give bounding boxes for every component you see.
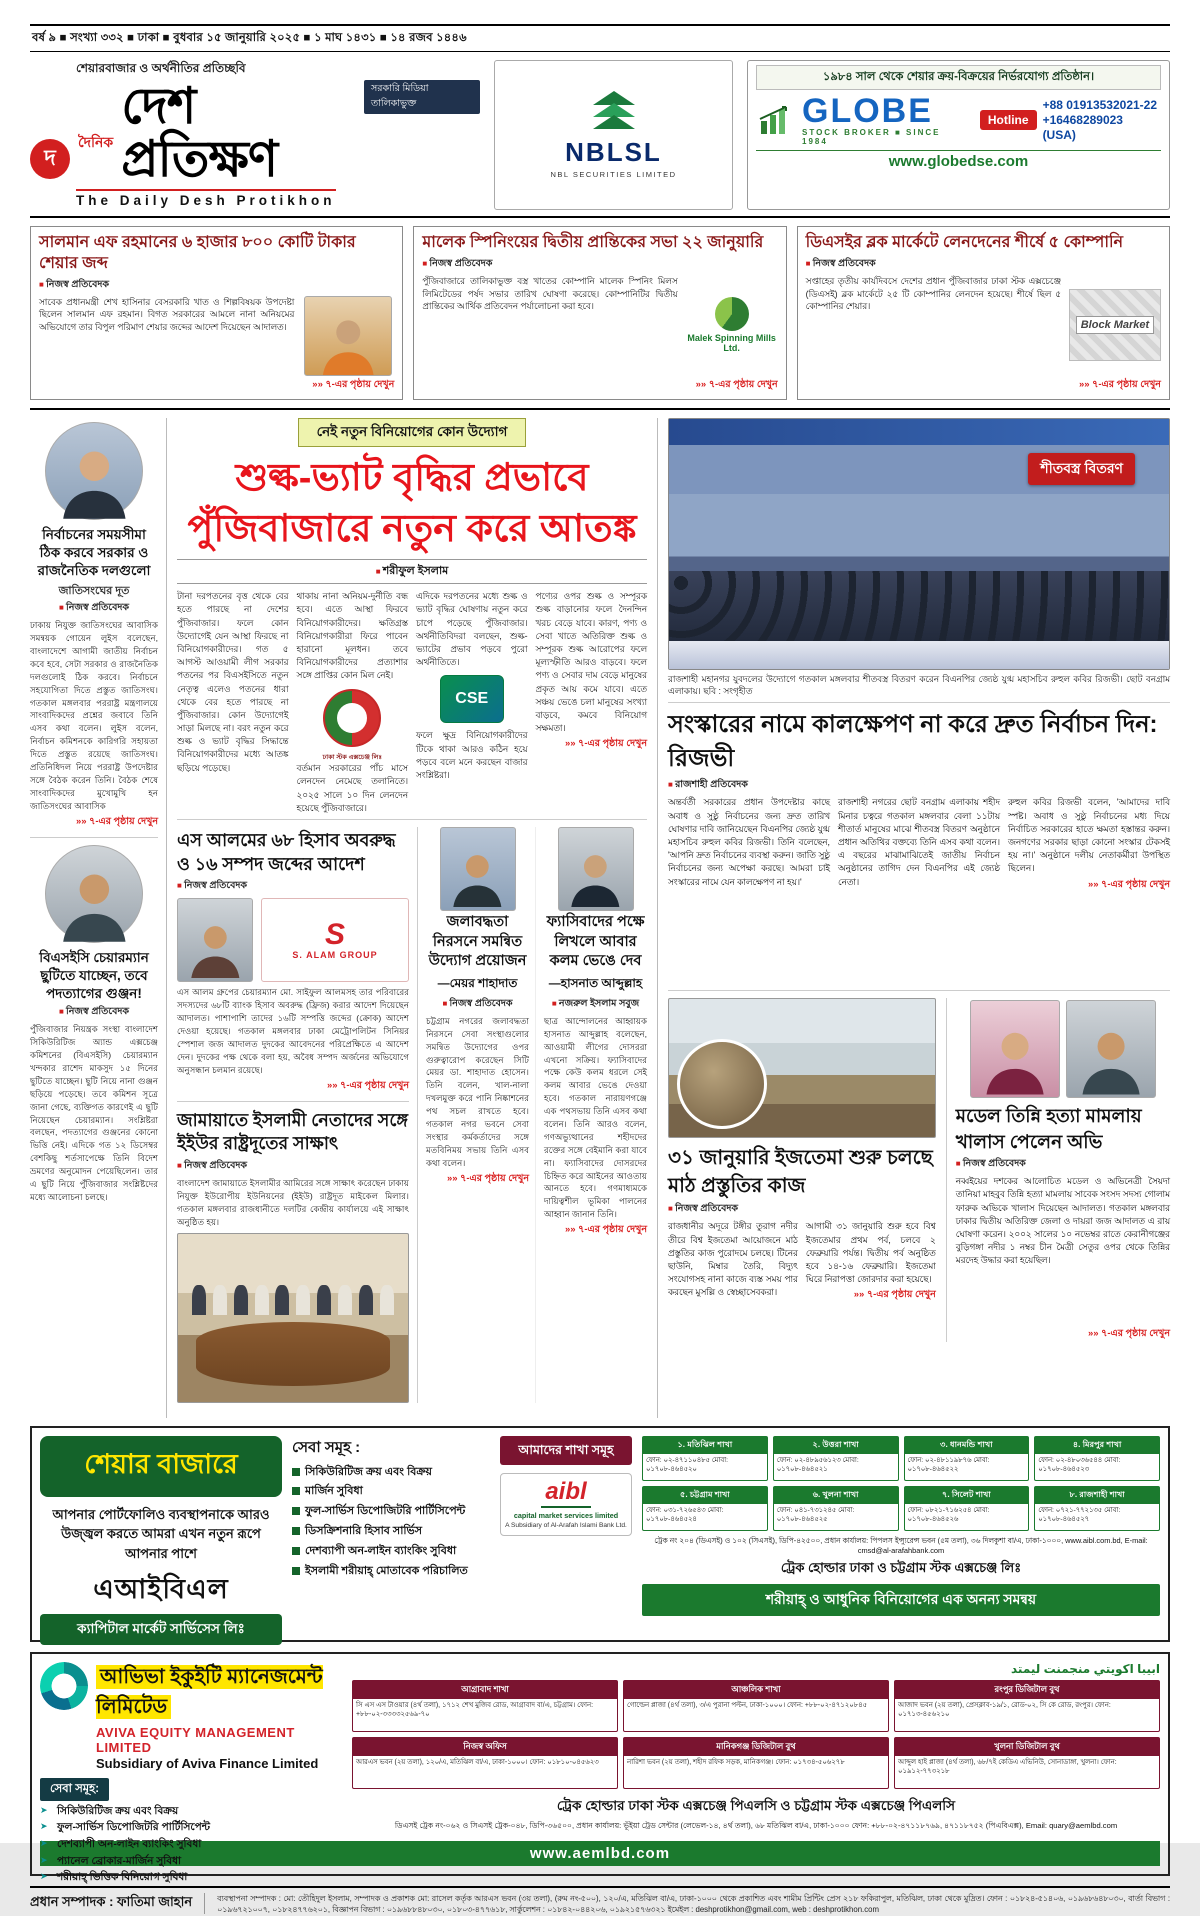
rizvi-byline: ■ রাজশাহী প্রতিবেদক xyxy=(668,778,1170,793)
person-icon xyxy=(313,311,384,375)
globe-ad-headline: ১৯৮৪ সাল থেকে শেয়ার ক্রয়-বিক্রয়ের নির্ভরযোগ্য প্রতিষ্ঠান। xyxy=(756,65,1161,90)
lead-body-col3-text2: ফলে ক্ষুদ্র বিনিয়োগকারীদের টিকে থাকা আরও কঠিন হয়ে পড়বে বলে মনে করছেন বাজার সংশ্লিষ্টরা। xyxy=(416,730,528,780)
ijtema-byline: ■ নিজস্ব প্রতিবেদক xyxy=(668,1202,936,1217)
eu-jamaat-meeting-photo xyxy=(177,1233,409,1403)
aibl-ad-tagline: আপনার পোর্টফোলিও ব্যবস্থাপনাকে আরও উজ্জ্বল করতে আমরা এখন নতুন রূপে আপনার পাশে xyxy=(52,1506,270,1561)
branch-phone: ফোন: ০২-৪৮১১৯৮৭৬ মোবা: ০১৭০৮-৪৬৪৫২২ xyxy=(907,1456,990,1473)
tinni-article xyxy=(946,998,1170,1342)
masthead-tagline: শেয়ারবাজার ও অর্থনীতির প্রতিচ্ছবি xyxy=(76,61,246,75)
aibl-service-item: ফুল-সার্ভিস ডিপোজিটরি পার্টিসিপেন্ট xyxy=(292,1504,490,1519)
bsec-chairman-portrait-photo xyxy=(45,845,143,943)
lead-body-col1: টানা দরপতনের বৃত্ত থেকে বের হতে পারছে না দেশের পুঁজিবাজার। ফলে কোন উদ্যোগেই যেন আস্থা ফিরছে না বিনিয়োগকারীদের। গত ৫ আগস্ট আওয়ামী লীগ সরকার পতনের পর বিএসইসিতে নতুন নেতৃত্ব এলেও পতনের ধারা থেকে বের হতে পারছে না পুঁজিবাজার। কোন উদ্যোগেই সাড়া মিলছে না। বরং নতুন করে শুল্ক ও ভ্যাট বৃদ্ধির সিদ্ধান্তে বিনিয়োগকারীদের মধ্যে আতঙ্ক ছড়িয়ে পড়েছে। xyxy=(177,591,289,773)
brief-malek-spinning xyxy=(413,226,786,400)
branch-phone: ফোন: ০৩১-৭২৬৫৪৩ মোবা: ০১৭০৮-৪৬৪৫২৪ xyxy=(646,1506,724,1523)
aibl-branch-box xyxy=(904,1436,1030,1481)
branch-name: ৭. সিলেট শাখা xyxy=(905,1487,1029,1504)
jolabodhdhota-column xyxy=(426,827,536,1403)
turag-river-photo xyxy=(668,998,936,1138)
aibl-logo-mark: aibl xyxy=(541,1480,590,1508)
brief-dse-block-market xyxy=(797,226,1170,400)
dse-logo-label: ঢাকা স্টক এক্সচেঞ্জ লিঃ xyxy=(322,753,382,761)
jamaat-article-title: জামায়াতে ইসলামী নেতাদের সঙ্গে ইইউর রাষ্ট্রদূতের সাক্ষাৎ xyxy=(177,1109,408,1154)
branch-name: ৫. চট্টগ্রাম শাখা xyxy=(643,1487,767,1504)
jolabodhdhota-title: জলাবদ্ধতা নিরসনে সমন্বিত উদ্যোগ প্রয়োজন xyxy=(428,914,527,970)
aviva-subsidiary-line: Subsidiary of Aviva Finance Limited xyxy=(96,1755,319,1771)
fascibad-attribution: —হাসনাত আব্দুল্লাহ xyxy=(548,975,643,990)
person-icon xyxy=(447,843,508,910)
jamaat-body: বাংলাদেশ জামায়াতে ইসলামীর আমিরের সঙ্গে সাক্ষাৎ করেছেন ঢাকায় নিযুক্ত ইউরোপীয় ইউনিয়নের (ইইউ) রাষ্ট্রদূত মাইকেল মিলার। গতকাল মঙ্গলবার রাজধানীতে দলটির কেন্দ্রীয় কার্যালয়ে এই সাক্ষাৎ অনুষ্ঠিত হয়। xyxy=(177,1177,409,1227)
brief-title: সালমান এফ রহমানের ৬ হাজার ৮০০ কোটি টাকার শেয়ার জব্দ xyxy=(39,234,356,272)
aviva-contact-line: ডিএসই ট্রেক নং-০৬২ ও সিএসই ট্রেক-০৪৮, ডিপি-৩৬৫০০, প্রধান কার্যালয়: ভূঁইয়া ট্রেড সেন্টার (লেভেল-১৪, ৪র্থ তলা), ৬৮ মতিঝিল বা/এ, ঢাকা-১০০০ ফোন: +৮৮-০২-৪৭১১৮৭৬৯, ৪৭১১৮৭৫২ (পিএবিএক্স), Email: quary@aemlbd.com xyxy=(394,1820,1118,1830)
brief-byline: ■ নিজস্ব প্রতিবেদক xyxy=(422,257,777,272)
aviva-office-box xyxy=(352,1680,618,1732)
person-icon xyxy=(565,843,626,910)
office-name: মানিকগঞ্জ ডিজিটাল বুথ xyxy=(624,1738,888,1756)
lead-body-col2-text2: বর্তমান সরকারের পাঁচ মাসে লেনদেন নেমেছে তলানিতে। ২০২৫ সালে ১০ দিন লেনদেন হয়েছে পুঁজিবাজারে। xyxy=(296,763,408,813)
aibl-ad-title: শেয়ার বাজারে xyxy=(40,1436,282,1497)
aibl-left-panel xyxy=(40,1436,282,1646)
left-article-1-byline: ■ নিজস্ব প্রতিবেদক xyxy=(30,601,158,616)
office-name: রংপুর ডিজিটাল বুথ xyxy=(895,1681,1159,1699)
event-photo-caption: রাজশাহী মহানগর যুবদলের উদ্যোগে গতকাল মঙ্গলবার শীতবস্ত্র বিতরণ করেন বিএনপির জ্যেষ্ঠ যুগ্ম মহাসচিব রুহুল কবির রিজভী। ছোট বনগ্রাম এলাকায়। ছবি : সংগৃহীত xyxy=(668,670,1170,704)
jolabodhdhota-body: চট্টগ্রাম নগরের জলাবদ্ধতা নিরসনে সেবা সংস্থাগুলোর সমন্বিত উদ্যোগের ওপর গুরুত্বারোপ করেছেন সিটি মেয়র ডা. শাহাদাত হোসেন। তিনি বলেন, খাল-নালা দখলমুক্ত করে পানি নিষ্কাশনের পথ সচল রাখতে হবে। গতকাল নগর ভবনে সেবা সংস্থার কর্মকর্তাদের সঙ্গে মতবিনিময় সভায় তিনি এসব কথা বলেন। xyxy=(426,1015,529,1168)
paper-emblem-icon: দ xyxy=(30,139,70,179)
branch-name: ২. উত্তরা শাখা xyxy=(774,1437,898,1454)
ijtema-article xyxy=(668,998,936,1342)
rizvi-body-col3 xyxy=(1008,796,1170,982)
malek-spinning-logo xyxy=(686,297,778,353)
left-article-2-body: পুঁজিবাজার নিয়ন্ত্রক সংস্থা বাংলাদেশ সিকিউরিটিজ অ্যান্ড এক্সচেঞ্জ কমিশনের (বিএসইসি) চেয়ারম্যান খন্দকার রাশেদ মাকসুদ ১৫ দিনের ছুটিতে যাচ্ছেন। ছুটি নিয়ে নানা গুঞ্জন ছড়িয়ে পড়েছে। তবে কমিশন সূত্রে জানা গেছে, ব্যক্তিগত কারণেই এ ছুটি নিয়েছেন চেয়ারম্যান। সংশ্লিষ্টরা বলছেন, পদত্যাগের গুঞ্জনের কোনো ভিত্তি নেই। এদিকে গত ১২ ডিসেম্বর বেশকিছু শর্তসাপেক্ষে তিনি বিদেশ ভ্রমণের অনুমোদন পেয়েছিলেন। তার এ ছুটি নিয়ে পুঁজিবাজার সংশ্লিষ্টদের মধ্যে আলোচনা চলছে। xyxy=(30,1024,158,1202)
branch-phone: ফোন: ০৪১-৭৩১২৪৫ মোবা: ০১৭০৮-৪৬৪৫২৫ xyxy=(776,1506,855,1523)
aibl-branch-box xyxy=(904,1486,1030,1531)
aibl-branches-panel xyxy=(642,1436,1160,1646)
see-page-7-link: »» ৭-এর পৃষ্ঠায় দেখুন xyxy=(75,815,158,827)
office-name: আঞ্চলিক শাখা xyxy=(624,1681,888,1699)
salman-portrait-photo xyxy=(304,296,392,376)
person-icon xyxy=(1075,1019,1147,1098)
ijtema-title: ৩১ জানুয়ারি ইজতেমা শুরু চলছে মাঠ প্রস্তুতির কাজ xyxy=(668,1147,933,1198)
aviva-service-item: ➤ দেশব্যাপী অন-লাইন ব্যাংকিং সুবিধা xyxy=(40,1838,340,1852)
ijtema-body-col1: রাজধানীর অদূরে টঙ্গীর তুরাগ নদীর তীরে বিশ্ব ইজতেমা আয়োজনে মাঠ প্রস্তুতির কাজ পুরোদমে চলছে। টিনের ছাউনি, মিম্বার তৈরি, বিদ্যুৎ সংযোগসহ নানা কাজে ব্যস্ত সময় পার করছেন মুসল্লি ও স্বেচ্ছাসেবকরা। xyxy=(668,1221,798,1298)
office-address: সি এস এস টাওয়ার (৪র্থ তলা), ১৭১২ শেখ মুজিব রোড, আগ্রাবাদ বা/এ, চট্টগ্রাম। ফোন: +৮৮-০২-৩৩৩৩২৫৬৯-৭০ xyxy=(356,1701,594,1719)
aibl-advertisement xyxy=(30,1426,1170,1642)
right-column xyxy=(668,418,1170,1418)
aviva-trek-line: ট্রেক হোল্ডার ঢাকা স্টক এক্সচেঞ্জ পিএলসি ও চট্টগ্রাম স্টক এক্সচেঞ্জ পিএলসি xyxy=(556,1797,956,1813)
winter-clothes-event-photo xyxy=(668,418,1170,670)
aibl-service-item: মার্জিন সুবিধা xyxy=(292,1484,490,1499)
paper-title-english: The Daily Desh Protikhon xyxy=(76,189,336,208)
event-crowd-shape xyxy=(669,571,1169,641)
left-article-2-title: বিএসইসি চেয়ারম্যান ছুটিতে যাচ্ছেন, তবে পদত্যাগের গুঞ্জন! xyxy=(39,949,149,1002)
aibl-logo-subsidiary: A Subsidiary of Al-Arafah Islami Bank Ltd. xyxy=(505,1522,627,1530)
salam-chairman-portrait-photo xyxy=(177,898,253,982)
aibl-service-item: ইসলামী শরীয়াহ্ মোতাবেক পরিচালিত xyxy=(292,1564,490,1579)
aibl-services-panel xyxy=(292,1436,490,1646)
event-table-shape xyxy=(669,641,1169,669)
rizvi-body-col2: রাজশাহী নগরের ছোট বনগ্রাম এলাকায় শহীদ মিনার চত্বরে গতকাল মঙ্গলবার বেলা ১১টায় শীতার্ত মানুষের মাঝে শীতবস্ত্র বিতরণ অনুষ্ঠানে প্রধান অতিথির বক্তব্যে তিনি এসব কথা বলেন। এ বছরের মাঝামাঝিতেই জাতীয় নির্বাচন অনুষ্ঠানের তাগিদ দেন বিএনপির এই জ্যেষ্ঠ নেতা। xyxy=(838,797,1000,887)
s-alam-group-logo xyxy=(261,898,409,982)
globe-website-link: www.globedse.com xyxy=(756,150,1161,170)
see-page-7-link: »» ৭-এর পৃষ্ঠায় দেখুন xyxy=(1087,878,1170,890)
briefs-row xyxy=(30,218,1170,410)
lead-body-col2-text: থাকায় নানা অনিয়ম-দুর্নীতি বন্ধ হবে। এতে আস্থা ফিরবে বিনিয়োগকারীদের। ক্ষতিগ্রস্ত বিনিয়োগকারীরা ফিরে পাবেন হারানো মূলধন। তবে বিনিয়োগকারীদের প্রত্যাশার সঙ্গে প্রাপ্তির কোন মিল নেই। xyxy=(296,591,408,681)
see-page-7-link: »» ৭-এর পৃষ্ঠায় দেখুন xyxy=(695,378,778,390)
aviva-title-english: AVIVA EQUITY MANAGEMENT LIMITED xyxy=(96,1724,295,1755)
fascibad-body: ছাত্র আন্দোলনের আহ্বায়ক হাসনাত আব্দুল্লাহ বলেছেন, আওয়ামী লীগের দোসররা এখনো সক্রিয়। ফ্যাসিবাদের পক্ষে কেউ কলম ধরলে সেই কলম আবার ভেঙে দেওয়া হবে। গতকাল নারায়ণগঞ্জে এক পথসভায় তিনি এসব কথা বলেন। তিনি আরও বলেন, গণঅভ্যুত্থানের শহীদদের রক্তের সঙ্গে বেইমানি করা যাবে না। ফ্যাসিবাদের দোসরদের চিহ্নিত করে আইনের আওতায় আনতে হবে। গণমাধ্যমকে দায়িত্বশীল ভূমিকা পালনের আহ্বান জানান তিনি। xyxy=(544,1015,647,1220)
branch-name: ৩. ধানমন্ডি শাখা xyxy=(905,1437,1029,1454)
jamaat-byline: ■ নিজস্ব প্রতিবেদক xyxy=(177,1159,409,1174)
lead-body-col4 xyxy=(536,590,648,812)
ijtema-body-col2 xyxy=(806,1220,936,1316)
jolabodhdhota-byline: ■ নিজস্ব প্রতিবেদক xyxy=(426,997,529,1012)
main-content xyxy=(30,410,1170,1418)
lead-kicker: নেই নতুন বিনিয়োগের কোন উদ্যোগ xyxy=(298,418,527,447)
brief-body: সপ্তাহের তৃতীয় কার্যদিবসে দেশের প্রধান পুঁজিবাজার ঢাকা স্টক এক্সচেঞ্জে (ডিএসই) ব্লক মার্কেটে ২৫ টি কোম্পানির লেনদেন হয়েছে। শীর্ষে ছিল ৫ কোম্পানির শেয়ার। xyxy=(805,275,1061,312)
salam-byline: ■ নিজস্ব প্রতিবেদক xyxy=(177,879,409,894)
office-address: আরএস ভবন (২য় তলা), ১২০/এ, মতিঝিল বা/এ, ঢাকা-১০০০। ফোন: ০১৮১০-০৪৫৬২৩ xyxy=(356,1758,599,1766)
brief-body: পুঁজিবাজারে তালিকাভুক্ত বস্ত্র খাতের কোম্পানি মালেক স্পিনিং মিলস লিমিটেডের পর্ষদ সভার তারিখ ঘোষণা করেছে। কোম্পানিটির দ্বিতীয় প্রান্তিকের আর্থিক প্রতিবেদন পর্যালোচনা করা হবে। xyxy=(422,275,678,312)
lead-body-col2 xyxy=(297,590,409,812)
office-address: গোল্ডেন প্লাজা (৪র্থ তলা), ৩/এ পুরানা পল্টন, ঢাকা-১০০০। ফোন: +৮৮-০২-৪৭১২০৮৪৫ xyxy=(627,1701,868,1709)
branch-name: ৮. রাজশাহী শাখা xyxy=(1035,1487,1159,1504)
tinni-portrait-photo xyxy=(970,1000,1060,1098)
chief-editor-line: প্রধান সম্পাদক : ফাতিমা জাহান xyxy=(30,1893,205,1914)
left-article-1-subtitle: জাতিসংঘের দূত xyxy=(58,585,130,598)
center-column xyxy=(177,418,658,1418)
see-page-7-link: »» ৭-এর পৃষ্ঠায় দেখুন xyxy=(564,1224,647,1236)
branch-name: ১. মতিঝিল শাখা xyxy=(643,1437,767,1454)
left-column xyxy=(30,418,167,1418)
see-page-7-link: »» ৭-এর পৃষ্ঠায় দেখুন xyxy=(326,1079,409,1091)
aibl-services-title: সেবা সমূহ : xyxy=(292,1438,361,1456)
aviva-office-box xyxy=(894,1737,1160,1789)
aibl-slogan-bar: শরীয়াহ্ ও আধুনিক বিনিয়োগের এক অনন্য সমন্বয় xyxy=(642,1584,1160,1616)
dse-logo-icon xyxy=(323,689,381,747)
fascibad-column xyxy=(544,827,647,1403)
imprint-footer xyxy=(30,1886,1170,1916)
aviva-service-item: ➤ শরীয়াহ্ ভিত্তিক বিনিয়োগ সুবিধা xyxy=(40,1871,340,1885)
un-env-portrait-photo xyxy=(45,422,143,520)
lead-body-col4-text: পণ্যের ওপর শুল্ক ও সম্পূরক শুল্ক বাড়ানোর ফলে দৈনন্দিন খরচ বেড়ে যাবে। কারণ, পণ্য ও সেবা খাতে অতিরিক্ত শুল্ক ও সম্পূরক শুল্ক আরোপের ফলে মূল্যস্ফীতি আরও বাড়বে। ফলে পণ্য ও সেবার দাম বেড়ে মানুষের প্রকৃত আয় কমে যাবে। এতে সঞ্চয় ভেঙে চলা মানুষের সংখ্যা বাড়বে, কমবে বিনিয়োগ সক্ষমতা। xyxy=(535,591,647,734)
lead-body-col3-text: এদিকে দরপতনের মধ্যে শুল্ক ও ভ্যাট বৃদ্ধির ঘোষণায় নতুন করে চাপে পড়েছে পুঁজিবাজার। অর্থনীতিবিদরা বলছেন, শুল্ক-ভ্যাটের প্রভাব পড়বে পুরো অর্থনীতিতে। xyxy=(416,591,528,668)
malek-logo-icon xyxy=(715,297,749,331)
ovi-portrait-photo xyxy=(1066,1000,1156,1098)
globe-brand: GLOBE xyxy=(802,92,933,130)
rizvi-body xyxy=(668,796,1170,982)
aviva-office-box xyxy=(623,1737,889,1789)
see-page-7-link: »» ৭-এর পৃষ্ঠায় দেখুন xyxy=(853,1289,936,1301)
globe-brand-subtitle: STOCK BROKER ■ SINCE 1984 xyxy=(802,128,941,146)
aviva-service-item: ➤ ফুল-সার্ভিস ডিপোজিটরি পার্টিসিপেন্ট xyxy=(40,1821,340,1835)
branch-phone: ফোন: ০২-৪৭১১০৪৮৫ মোবা: ০১৭০৮-৪৬৪৫২০ xyxy=(646,1456,728,1473)
block-market-graphic xyxy=(1069,289,1161,361)
rizvi-body-col3-text: রুহুল কবির রিজভী বলেন, 'আমাদের দাবি স্পষ্ট। অবাধ ও সুষ্ঠু নির্বাচনের মধ্য দিয়ে নির্বাচিত সরকারের হাতে ক্ষমতা হস্তান্তর করুন। জনগণের সরকার ছাড়া কোনো সংস্কার টেকসই হয় না।' অনুষ্ঠানে দলীয় নেতাকর্মীরা উপস্থিত ছিলেন। xyxy=(1008,797,1170,874)
brief-byline: ■ নিজস্ব প্রতিবেদক xyxy=(39,278,394,293)
meeting-table-shape xyxy=(196,1322,389,1386)
person-icon xyxy=(185,914,246,981)
lead-body-col3 xyxy=(416,590,528,812)
aibl-contact-line: ট্রেক নং ২০৪ (ডিএসই) ও ১০২ (সিএসই), ডিপি-৪২৫০০, প্রধান কার্যালয়: পিপলস ইন্স্যুরেন্স ভবন (৫ম তলা), ৩৬ দিলকুশা বা/এ, ঢাকা-১০০০, www.aibl.com.bd, E-mail: cmsd@al-arafahbank.com xyxy=(654,1535,1148,1555)
aviva-advertisement xyxy=(30,1652,1170,1884)
malek-logo-text: Malek Spinning Mills Ltd. xyxy=(687,333,776,354)
person-icon xyxy=(979,1019,1051,1098)
see-page-7-link: »» ৭-এর পৃষ্ঠায় দেখুন xyxy=(564,738,647,750)
aibl-service-item: সিকিউরিটিজ ক্রয় এবং বিক্রয় xyxy=(292,1465,490,1480)
see-page-7-link: »» ৭-এর পৃষ্ঠায় দেখুন xyxy=(312,378,395,390)
office-name: খুলনা ডিজিটাল বুথ xyxy=(895,1738,1159,1756)
meeting-people-shapes xyxy=(192,1285,394,1315)
aibl-branch-box xyxy=(642,1436,768,1481)
center-bottom-row xyxy=(177,827,647,1403)
rizvi-body-col1: অন্তর্বর্তী সরকারের প্রধান উপদেষ্টার কাছে অবাধ ও সুষ্ঠু নির্বাচনের জন্য দ্রুত তারিখ ঘোষণার দাবি জানিয়েছেন বিএনপির জ্যেষ্ঠ যুগ্ম মহাসচিব রুহুল কবির রিজভী। তিনি বলেছেন, 'আপনি দ্রুত নির্বাচনের ব্যবস্থা করুন। জাতি সুষ্ঠু নির্বাচনের জন্য অপেক্ষা করছে। আমরা চাই সংস্কারের নামে যেন কালক্ষেপণ না হয়।' xyxy=(668,797,830,887)
aviva-offices-panel xyxy=(352,1662,1160,1835)
person-icon xyxy=(55,863,134,942)
globe-broker-ad xyxy=(747,60,1170,210)
lead-headline-line2: পুঁজিবাজারে নতুন করে আতঙ্ক xyxy=(187,507,637,550)
aviva-service-item: ➤ প্যানেল ব্রোকার-মার্জিন সুবিধা xyxy=(40,1855,340,1869)
masthead-row xyxy=(30,52,1170,218)
aibl-ad-brand: এআইবিএল xyxy=(93,1574,229,1605)
aviva-website-link: www.aemlbd.com xyxy=(40,1841,1160,1866)
block-market-label: Block Market xyxy=(1076,316,1154,334)
aviva-office-box xyxy=(623,1680,889,1732)
cse-logo-icon: CSE xyxy=(440,675,504,723)
event-banner-text: শীতবস্ত্র বিতরণ xyxy=(1028,453,1135,485)
daily-label: দৈনিক xyxy=(78,134,114,150)
nblsl-logo-icon xyxy=(587,91,641,135)
lead-headline-line1: শুল্ক-ভ্যাট বৃদ্ধির প্রভাবে xyxy=(235,456,589,499)
event-stage-banner-shape xyxy=(669,419,1169,445)
aviva-office-box xyxy=(894,1680,1160,1732)
jolabodhdhota-attribution: —মেয়র শাহাদাত xyxy=(437,975,518,990)
left-article-1-title: নির্বাচনের সময়সীমা ঠিক করবে সরকার ও রাজনৈতিক দলগুলো xyxy=(37,526,151,579)
see-page-7-link: »» ৭-এর পৃষ্ঠায় দেখুন xyxy=(1078,378,1161,390)
salam-article-title: এস আলমের ৬৮ হিসাব অবরুদ্ধ ও ১৬ সম্পদ জব্দের আদেশ xyxy=(177,830,396,874)
rizvi-article-title: সংস্কারের নামে কালক্ষেপণ না করে দ্রুত নির্বাচন দিন: রিজভী xyxy=(668,711,1158,772)
branch-phone: ফোন: ০৭২১-৭৭২১৩৫ মোবা: ০১৭০৮-৪৬৪৫২৭ xyxy=(1038,1506,1121,1523)
left-article-1-body: ঢাকায় নিযুক্ত জাতিসংঘের আবাসিক সমন্বয়ক গোয়েন লুইস বলেছেন, বাংলাদেশে আগামী জাতীয় নির্বাচন কবে হবে, সেটা সরকার ও রাজনৈতিক দলগুলোই ঠিক করবে। নির্বাচনে সহযোগিতা দিতে প্রস্তুত জাতিসংঘ। গতকাল মঙ্গলবার পররাষ্ট্র মন্ত্রণালয়ে সাংবাদিকদের প্রশ্নের জবাবে তিনি এসব কথা বলেন। লুইস বলেন, নির্বাচন কমিশনকে কারিগরি সহায়তা দিতে প্রস্তুত রয়েছে জাতিসংঘ। প্রতিনিধিদল নিয়ে পররাষ্ট্র উপদেষ্টার সঙ্গে বৈঠক করেন তিনি। বৈঠক শেষে সাংবাদিকদের মুখোমুখি হন জাতিসংঘের আবাসিক xyxy=(30,620,158,811)
branch-phone: ফোন: ০২-৪৮৯৫৬১২৩ মোবা: ০১৭০৮-৪৬৪৫২১ xyxy=(776,1456,859,1473)
mayor-shahadat-portrait-photo xyxy=(440,827,516,911)
person-icon xyxy=(55,440,134,519)
ijtema-inset-photo xyxy=(677,1039,767,1129)
right-bottom-row xyxy=(668,990,1170,1342)
aibl-branch-box xyxy=(1034,1436,1160,1481)
hotline-number-1: +88 01913532021-22 xyxy=(1042,97,1158,112)
aibl-branch-box xyxy=(773,1436,899,1481)
nblsl-subtitle: NBL SECURITIES LIMITED xyxy=(550,170,677,179)
brief-byline: ■ নিজস্ব প্রতিবেদক xyxy=(806,257,1161,272)
dateline: বর্ষ ৯ ■ সংখ্যা ৩৩২ ■ ঢাকা ■ বুধবার ১৫ জানুয়ারি ২০২৫ ■ ১ মাঘ ১৪৩১ ■ ১৪ রজব ১৪৪৬ xyxy=(30,24,1170,52)
branch-phone: ফোন: ০২-৪৮০৩৬৫৪৪ মোবা: ০১৭০৮-৪৬৪৫২৩ xyxy=(1038,1456,1121,1473)
office-address: নারিশা ভবন (২য় তলা), শহীদ রফিক সড়ক, মানিকগঞ্জ। ফোন: ০১৭৩৪-৫০৬২৭৮ xyxy=(627,1758,845,1766)
aviva-logo-icon xyxy=(40,1662,88,1710)
aviva-title-bengali: আভিভা ইকুইটি ম্যানেজমেন্ট লিমিটেড xyxy=(96,1665,323,1718)
aviva-arabic-title: ابيبا اكويتي منجمنت ليمتد xyxy=(1011,1661,1160,1676)
brief-salman-shares xyxy=(30,226,403,400)
see-page-7-link: »» ৭-এর পৃষ্ঠায় দেখুন xyxy=(446,1172,529,1184)
imprint-info: ব্যবস্থাপনা সম্পাদক : মো: তৌহিদুল ইসলাম, সম্পাদক ও প্রকাশক মো: রাসেল কর্তৃক আরএস ভবন (৩য় তলা), (রুম নং-৫০০), ১২০/এ, মতিঝিল বা/এ, ঢাকা-১০০০ থেকে প্রকাশিত এবং শামীম প্রিন্টিং প্রেস ২১৮ ফকিরাপুল, মতিঝিল, ঢাকা থেকে মুদ্রিত। ফোন : ০১৮২৪-৫১৪০৬, ০১৯৬৮৬৪৮০৩০, বার্তা বিভাগ : ০১৯৬৭২১০০৭, ০১৮২৪৭৭৬২০১, বিজ্ঞাপন বিভাগ : ০১৯৬৮৮৪৮০৩০, ০১৮০৩-৪৭৭৬১৮, সার্কুলেশন : ০১৮৪২-০৪৪২০৬, ০১৯২১৫৭৬৩২১ ইমেইল : deshprotikhon@gmail.com, web : deshprotikhon.com xyxy=(217,1893,1170,1915)
govt-media-badge: সরকারি মিডিয়া তালিকাভুক্ত xyxy=(364,80,480,114)
aviva-services-title: সেবা সমূহ: xyxy=(40,1778,109,1801)
office-address: আজাদ ভবন (২য় তলা), প্রেসক্লাব-১৯/১, রোড-০২, সি কে রোড, রংপুর। ফোন: ০১৭১৩-৪৫৬২১০ xyxy=(898,1701,1111,1719)
tinni-byline: ■ নিজস্ব প্রতিবেদক xyxy=(956,1157,1170,1172)
aibl-service-item: দেশব্যাপী অন-লাইন ব্যাংকিং সুবিধা xyxy=(292,1544,490,1559)
left-article-2-byline: ■ নিজস্ব প্রতিবেদক xyxy=(30,1005,158,1020)
paper-title: দেশ প্রতিক্ষণ xyxy=(121,78,278,187)
masthead xyxy=(30,60,480,210)
globe-chart-icon xyxy=(758,103,792,137)
lead-headline xyxy=(177,453,647,556)
aibl-logo-subtitle: capital market services limited xyxy=(513,1511,619,1521)
lead-body xyxy=(177,590,647,812)
brief-body: সাবেক প্রধানমন্ত্রী শেখ হাসিনার বেসরকারি খাত ও শিল্পবিষয়ক উপদেষ্টা ছিলেন সালমান এফ রহমান। বিগত সরকারের আমলে নানা অনিয়মের অভিযোগে তার বিপুল পরিমাণ শেয়ার জব্দের আদেশ দিয়েছেন আদালত। xyxy=(39,296,295,333)
salam-body: এস আলম গ্রুপের চেয়ারম্যান মো. সাইফুল আলমসহ তার পরিবারের সদস্যদের ৬৮টি ব্যাংক হিসাব অবরুদ্ধ (ফ্রিজ) করার আদেশ দিয়েছেন আদালত। পাশাপাশি তাদের ১৬টি সম্পত্তি জব্দের (ক্রোক) আদেশ দেওয়া হয়েছে। গতকাল মঙ্গলবার ঢাকা মেট্রোপলিটন সিনিয়র স্পেশাল জজ আদালত দুদকের আবেদনের পরিপ্রেক্ষিতে এ আদেশ দেন। দুদকের পক্ষ থেকে বলা হয়, অবৈধ সম্পদ অর্জনের অভিযোগে অনুসন্ধান চলমান রয়েছে। xyxy=(177,987,409,1075)
aibl-branch-box xyxy=(773,1486,899,1531)
aibl-branch-box xyxy=(1034,1486,1160,1531)
hotline-number-2: +16468289023 (USA) xyxy=(1042,112,1123,142)
aibl-service-item: ডিসক্রিশনারি হিসাব সার্ভিস xyxy=(292,1524,490,1539)
salam-jamaat-column xyxy=(177,827,418,1403)
nblsl-ad xyxy=(494,60,733,210)
tinni-body: নব্বইয়ের দশকের আলোচিত মডেল ও অভিনেত্রী সৈয়দা তানিয়া মাহবুব তিন্নি হত্যা মামলায় সাবেক সংসদ সদস্য গোলাম ফারুক অভিকে খালাস দিয়েছেন আদালত। গতকাল মঙ্গলবার ঢাকার দ্বিতীয় অতিরিক্ত জেলা ও দায়রা জজ আদালত এ রায় ঘোষণা করেন। ২০০২ সালের ১০ নভেম্বর রাতে কেরানীগঞ্জের বুড়িগঙ্গা নদীর ১ নম্বর চীন মৈত্রী সেতুর ওপর থেকে তিন্নির মরদেহ উদ্ধার করা হয়েছিল। xyxy=(955,1176,1170,1266)
office-address: আব্দুল হাই প্লাজা (৪র্থ তলা), ৬৮/৭ই কেডিএ এভিনিউ, সোনাডাঙ্গা, খুলনা। ফোন: ০১৯১২-৭৭৩২১৮ xyxy=(898,1758,1117,1776)
aibl-branches-title: আমাদের শাখা সমূহ xyxy=(500,1436,632,1466)
aibl-logo-panel xyxy=(500,1436,632,1646)
s-alam-logo-text: S. ALAM GROUP xyxy=(292,950,378,961)
aviva-office-box xyxy=(352,1737,618,1789)
fascibad-title: ফ্যাসিবাদের পক্ষে লিখলে আবার কলম ভেঙে দেব xyxy=(546,914,645,970)
office-name: নিজস্ব অফিস xyxy=(353,1738,617,1756)
brief-title: ডিএসইর ব্লক মার্কেটে লেনদেনের শীর্ষে ৫ কোম্পানি xyxy=(805,234,1124,251)
aibl-branch-box xyxy=(642,1486,768,1531)
lead-byline: ■ শরীফুল ইসলাম xyxy=(177,559,647,584)
hasnat-portrait-photo xyxy=(558,827,634,911)
nblsl-name: NBLSL xyxy=(565,137,662,167)
aibl-trek-line: ট্রেক হোল্ডার ঢাকা ও চট্টগ্রাম স্টক এক্সচেঞ্জ লিঃ xyxy=(780,1560,1022,1576)
fascibad-byline: ■ নজরুল ইসলাম সবুজ xyxy=(544,997,647,1012)
tinni-title: মডেল তিন্নি হত্যা মামলায় খালাস পেলেন অভি xyxy=(955,1105,1142,1153)
s-alam-logo-mark: S xyxy=(324,918,345,952)
office-name: আগ্রাবাদ শাখা xyxy=(353,1681,617,1699)
branch-phone: ফোন: ০৮২১-৭১৬২৫৪ মোবা: ০১৭০৮-৪৬৪৫২৬ xyxy=(907,1506,990,1523)
aibl-ad-brand-sub: ক্যাপিটাল মার্কেট সার্ভিসেস লিঃ xyxy=(40,1614,282,1645)
aibl-logo-box xyxy=(500,1473,632,1536)
hotline-badge: Hotline xyxy=(980,110,1037,130)
aviva-service-item: ➤ সিকিউরিটিজ ক্রয় এবং বিক্রয় xyxy=(40,1805,340,1819)
branch-name: ৪. মিরপুর শাখা xyxy=(1035,1437,1159,1454)
brief-title: মালেক স্পিনিংয়ের দ্বিতীয় প্রান্তিকের সভা ২২ জানুয়ারি xyxy=(422,234,764,251)
ijtema-body-col2-text: আগামী ৩১ জানুয়ারি শুরু হবে বিশ্ব ইজতেমার প্রথম পর্ব, চলবে ২ ফেব্রুয়ারি পর্যন্ত। দ্বিতীয় পর্ব অনুষ্ঠিত হবে ১৪-১৬ ফেব্রুয়ারি। ইজতেমা ঘিরে নিরাপত্তা জোরদার করা হয়েছে। xyxy=(805,1221,936,1285)
see-page-7-link: »» ৭-এর পৃষ্ঠায় দেখুন xyxy=(1087,1328,1170,1340)
branch-name: ৬. খুলনা শাখা xyxy=(774,1487,898,1504)
aviva-brand-panel xyxy=(40,1662,340,1884)
